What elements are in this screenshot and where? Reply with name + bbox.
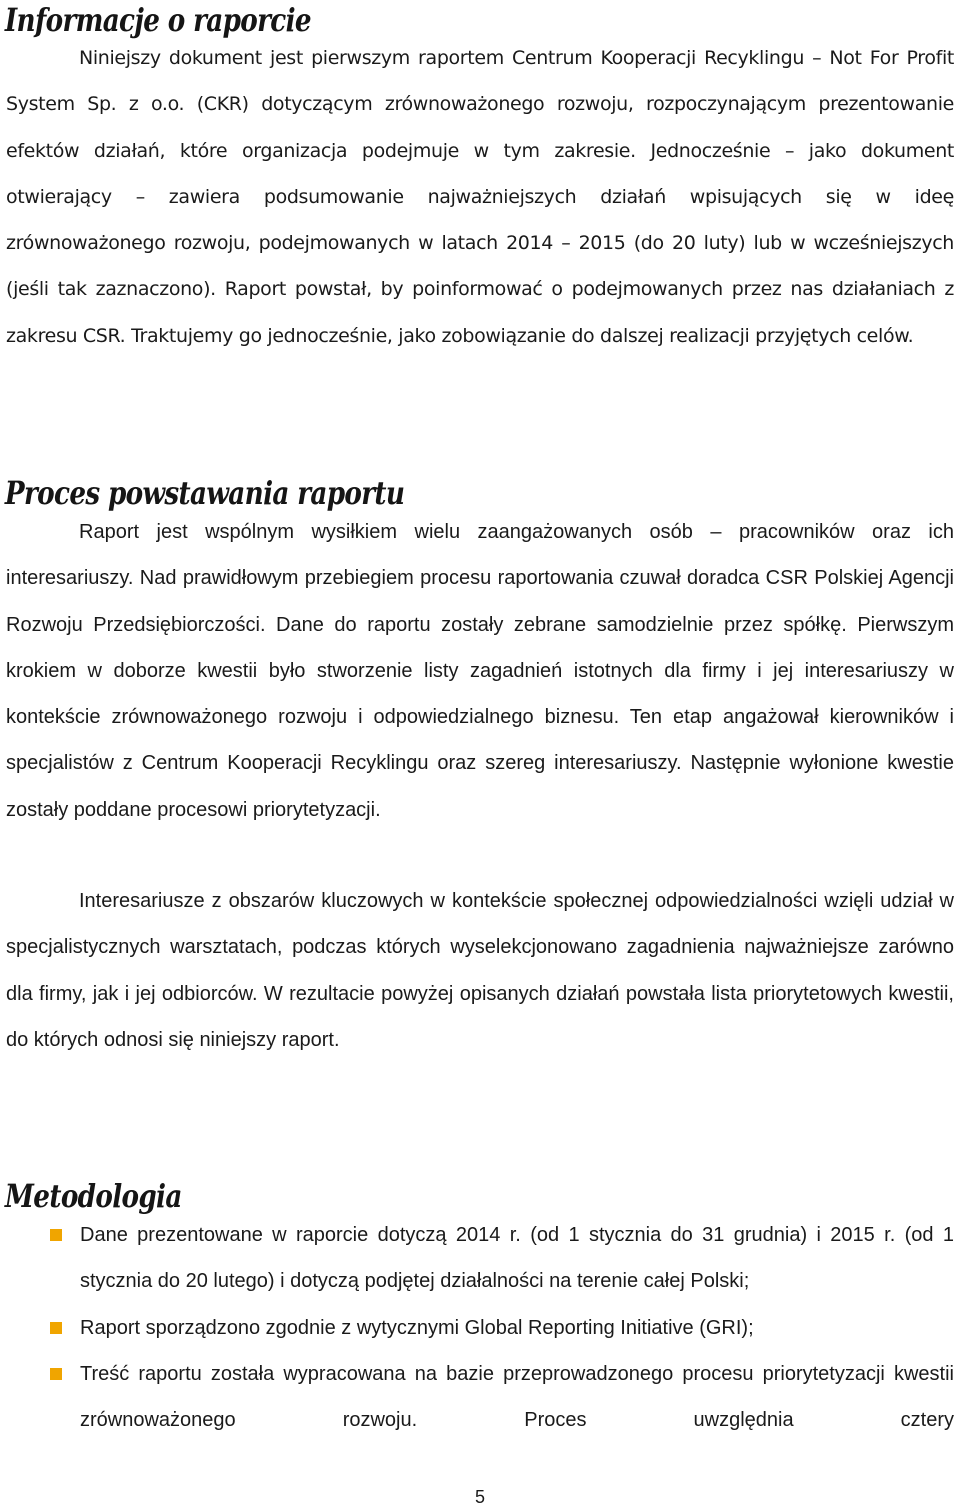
methodology-item bbox=[0, 1212, 960, 1305]
methodology-item bbox=[0, 1351, 960, 1444]
square-bullet-icon bbox=[50, 1229, 62, 1241]
page-number: 5 bbox=[474, 1487, 485, 1507]
methodology-item-text: Dane prezentowane w raporcie dotyczą 2014 r. (od 1 stycznia do 31 grudnia) i 2015 r. (od 1 stycznia do 20 lutego) i dotyczą podjętej działalności na terenie całej Polski; bbox=[80, 1224, 954, 1293]
paragraph-proces-1: Raport jest wspólnym wysiłkiem wielu zaangażowanych osób – pracowników oraz ich interesariuszy. Nad prawidłowym przebiegiem procesu raportowania czuwał doradca CSR Polskiej Agencji Rozwoju Przedsiębiorczości. Dane do raportu zostały zebrane samodzielnie przez spółkę. Pierwszym krokiem w doborze kwestii było stworzenie listy zagadnień istotnych dla firmy i jej interesariuszy w kontekście zrównoważonego rozwoju i odpowiedzialnego biznesu. Ten etap angażował kierowników i specjalistów z Centrum Kooperacji Recyklingu oraz szereg interesariuszy. Następnie wyłonione kwestie zostały poddane procesowi priorytetyzacji. bbox=[6, 521, 954, 821]
paragraph-proces-2: Interesariusze z obszarów kluczowych w kontekście społecznej odpowiedzialności wzięli udział w specjalistycznych warsztatach, podczas których wyselekcjonowano zagadnienia najważniejsze zarówno dla firmy, jak i jej odbiorców. W rezultacie powyżej opisanych działań powstała lista priorytetowych kwestii, do których odnosi się niniejszy raport. bbox=[6, 890, 954, 1051]
section-heading-metodologia: Metodologia bbox=[4, 1177, 182, 1215]
square-bullet-icon bbox=[50, 1322, 62, 1334]
methodology-list bbox=[0, 1212, 960, 1443]
methodology-item-text: Treść raportu została wypracowana na bazie przeprowadzonego procesu priorytetyzacji kwestii zrównoważonego rozwoju. Proces uwzględnia cztery bbox=[80, 1362, 954, 1432]
square-bullet-icon bbox=[50, 1368, 62, 1380]
section-heading-informacje: Informacje o raporcie bbox=[4, 1, 311, 39]
methodology-item bbox=[0, 1305, 960, 1351]
methodology-item-text: Raport sporządzono zgodnie z wytycznymi Global Reporting Initiative (GRI); bbox=[80, 1316, 754, 1339]
paragraph-informacje: Niniejszy dokument jest pierwszym raportem Centrum Kooperacji Recyklingu – Not For Profit System Sp. z o.o. (CKR) dotyczącym zrównoważonego rozwoju, rozpoczynającym prezentowanie efektów działań, które organizacja podejmuje w tym zakresie. Jednocześnie – jako dokument otwierający – zawiera podsumowanie najważniejszych działań wpisujących się w ideę zrównoważonego rozwoju, podejmowanych w latach 2014 – 2015 (do 20 luty) lub w wcześniejszych (jeśli tak zaznaczono). Raport powstał, by poinformować o podejmowanych przez nas działaniach z zakresu CSR. Traktujemy go jednocześnie, jako zobowiązanie do dalszej realizacji przyjętych celów. bbox=[6, 47, 954, 347]
section-heading-proces: Proces powstawania raportu bbox=[4, 474, 405, 512]
